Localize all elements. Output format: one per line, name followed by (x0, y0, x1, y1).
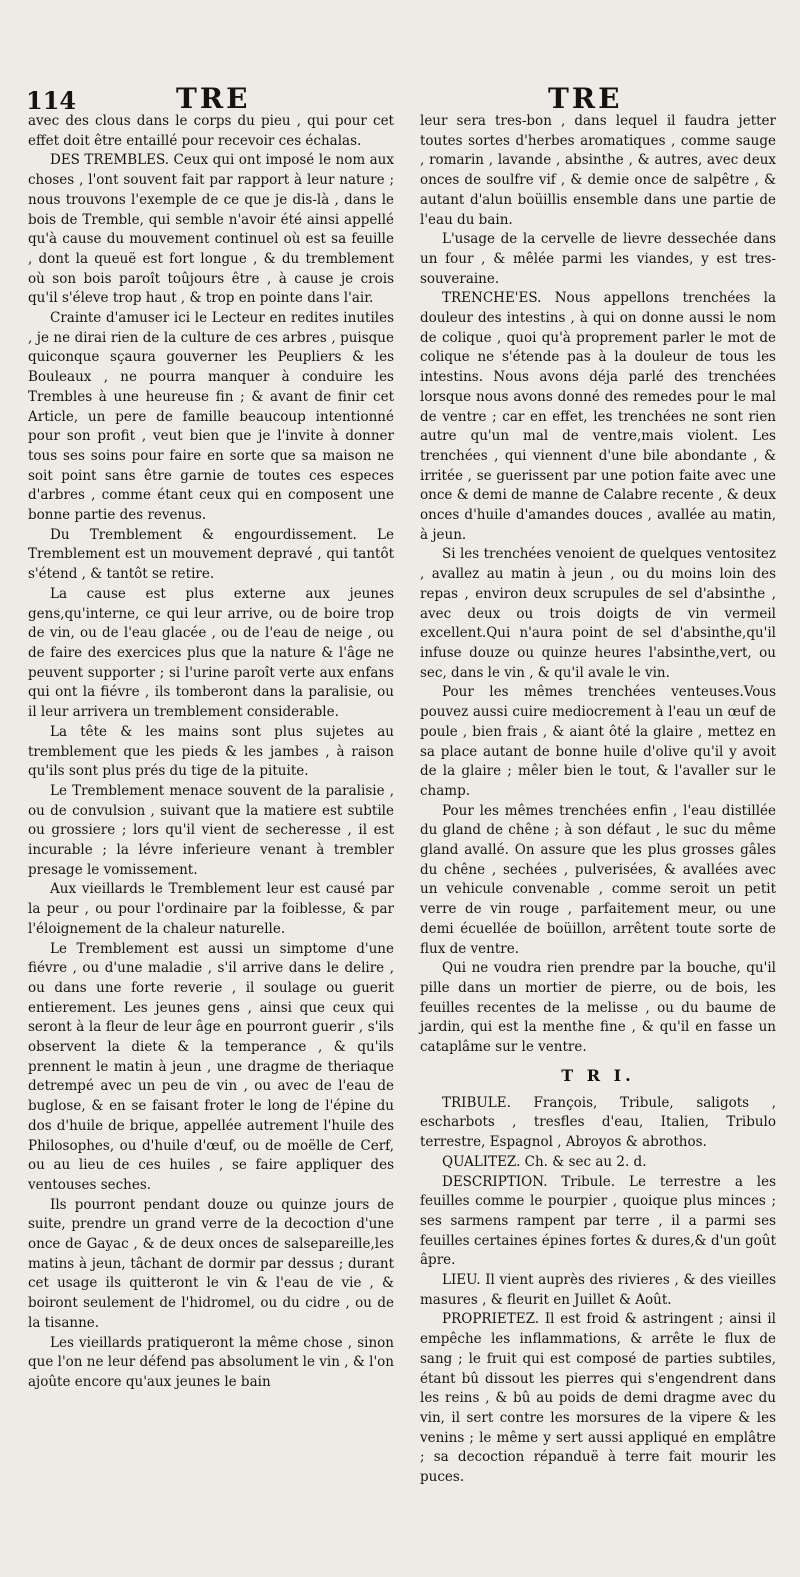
paragraph: avec des clous dans le corps du pieu , qui pour cet effet doit être entaillé pour recevoir ces échalas. (28, 113, 394, 149)
section-heading: T R I. (561, 1065, 635, 1085)
paragraph: Crainte d'amuser ici le Lecteur en redites inutiles , je ne dirai rien de la culture de ces arbres , puisque quiconque sçaura gouverner les Peupliers & les Bouleaux , ne pourra manquer à conduire les Trembles à une heureuse fin ; & avant de finir cet Article, un pere de famille beaucoup intentionné pour son profit , veut bien que je l'invite à donner tous ses soins pour faire en sorte que sa maison ne soit point sans être garnie de toutes ces especes d'arbres , comme étant ceux qui en composent une bonne partie des revenus. (28, 310, 394, 524)
paragraph: Qui ne voudra rien prendre par la bouche, qu'il pille dans un mortier de pierre, ou de bois, les feuilles recentes de la melisse , ou du baume de jardin, qui est la menthe fine , & qu'il en fasse un cataplâme sur le ventre. (420, 960, 776, 1056)
paragraph: La cause est plus externe aux jeunes gens,qu'interne, ce qui leur arrive, ou de boire trop de vin, ou de l'eau glacée , ou de l'eau de neige , ou de faire des exercices plus que la nature & l'âge ne peuvent supporter ; si l'urine paroît verte aux enfans qui ont la fiévre , ils tomberont dans la paralisie, ou il leur arrivera un tremblement considerable. (28, 585, 394, 721)
paragraph: L'usage de la cervelle de lievre dessechée dans un four , & mêlée parmi les viandes, y est tres-souveraine. (420, 231, 776, 287)
paragraph: leur sera tres-bon , dans lequel il faudra jetter toutes sortes d'herbes aromatiques , comme sauge , romarin , lavande , absinthe , & autres, avec deux onces de soulfre vif , & demie once de salpêtre , & autant d'alun boüillis ensemble dans une partie de l'eau du bain. (420, 113, 776, 228)
paragraph: Les vieillards pratiqueront la même chose , sinon que l'on ne leur défend pas absolument le vin , & l'on ajoûte encore qu'aux jeunes le bain (28, 1334, 394, 1390)
paragraph: DES TREMBLES. Ceux qui ont imposé le nom aux choses , l'ont souvent fait par rapport à leur nature ; nous trouvons l'exemple de ce que je dis-là , dans le bois de Tremble, qui semble n'avoir été ainsi appellé qu'à cause du mouvement continuel où est sa feuille , dont la queuë est fort longue , & du tremblement où son bois paroît toûjours être , à cause je crois qu'il s'éleve trop haut , & trop en pointe dans l'air. (28, 152, 394, 307)
paragraph: Si les trenchées venoient de quelques ventositez , avallez au matin à jeun , ou du moins loin des repas , environ deux scrupules de sel d'absinthe , avec deux ou trois doigts de vin vermeil excellent.Qui n'aura point de sel d'absinthe,qu'il infuse douze ou quinze heures l'absinthe,vert, ou sec, dans le vin , & qu'il avale le vin. (420, 546, 776, 681)
paragraph: Ils pourront pendant douze ou quinze jours de suite, prendre un grand verre de la decoction d'une once de Gayac , & de deux onces de salsepareille,les matins à jeun, tâchant de dormir par dessus ; durant cet usage ils quitteront le vin & l'eau de vie , & boiront seulement de l'hidromel, ou du cidre , ou de la tisanne. (28, 1196, 394, 1331)
paragraph: Pour les mêmes trenchées venteuses.Vous pouvez aussi cuire mediocrement à l'eau un œuf de poule , bien frais , & aiant ôté la glaire , mettez en sa place autant de bonne huile d'olive qu'il y avoit de la glaire ; mêler bien le tout, & l'avaller sur le champ. (420, 684, 776, 799)
paragraph: QUALITEZ. Ch. & sec au 2. d. (442, 1153, 647, 1170)
page-number: 114 (26, 86, 77, 115)
paragraph: Du Tremblement & engourdissement. Le Tremblement est un mouvement depravé , qui tantôt s'étend , & tantôt se retire. (28, 526, 394, 583)
paragraph: TRENCHE'ES. Nous appellons trenchées la douleur des intestins , à qui on donne aussi le nom de colique , quoi qu'à proprement parler le mot de colique ne s'étende pas à la douleur de tous les intestins. Nous avons déja parlé des trenchées lorsque nous avons donné des remedes pour le mal de ventre ; car en effet, les trenchées ne sont rien autre qu'un mal de ventre,mais violent. Les trenchées , qui viennent d'une bile abondante , & irritée , se guerissent par une potion faite avec une once & demi de manne de Calabre recente , & deux onces d'huile d'amandes douces , avallée au matin, à jeun. (420, 290, 776, 543)
paragraph: La tête & les mains sont plus sujetes au tremblement que les pieds & les jambes , à raison qu'ils sont plus prés du tige de la pituite. (28, 723, 394, 780)
right-column (420, 112, 776, 1488)
paragraph: Pour les mêmes trenchées enfin , l'eau distillée du gland de chêne ; à son défaut , le suc du même gland avallé. On assure que les plus grosses gâles du chêne , sechées , pulverisées, & avallées avec un vehicule convenable , comme seroit un petit verre de vin rouge , parfaitement meur, ou une demi écuellée de boüillon, arrêtent toute sorte de flux de ventre. (420, 802, 776, 957)
running-head-right: TRE (548, 82, 623, 115)
paragraph: LIEU. Il vient auprès des rivieres , & des vieilles masures , & fleurit en Juillet & Août. (420, 1272, 776, 1308)
paragraph: Le Tremblement est aussi un simptome d'une fiévre , ou d'une maladie , s'il arrive dans le delire , ou dans une forte reverie , il soulage ou guerit entierement. Les jeunes gens , ainsi que ceux qui seront à la fleur de leur âge en pourront guerir , s'ils observent la diete & la temperance , & qu'ils prennent le matin à jeun , une dragme de theriaque detrempé avec un peu de vin , ou avec de l'eau de buglose, & en se faisant froter le long de l'épine du dos d'huile de brique, appellée autrement l'huile des Philosophes, ou d'huile d'œuf, ou de moëlle de Cerf, ou au lieu de ces huiles , se faire appliquer des ventouses seches. (28, 940, 394, 1193)
paragraph: Le Tremblement menace souvent de la paralisie , ou de convulsion , suivant que la matiere est subtile ou grossiere ; lors qu'il vient de secheresse , il est incurable ; la lévre inferieure venant à trembler presage le vomissement. (28, 782, 394, 878)
running-head-left: TRE (176, 82, 251, 115)
paragraph: PROPRIETEZ. Il est froid & astringent ; ainsi il empêche les inflammations, & arrête le flux de sang ; le fruit qui est composé de parties subtiles, étant bû dissout les pierres qui s'engendrent dans les reins , & bû au poids de demi dragme avec du vin, il sert contre les morsures de la vipere & les venins ; le même y sert aussi appliqué en emplâtre ; sa decoction répanduë à terre fait mourir les puces. (420, 1311, 776, 1486)
paragraph: Aux vieillards le Tremblement leur est causé par la peur , ou pour l'ordinaire par la foiblesse, & par l'éloignement de la chaleur naturelle. (28, 881, 394, 937)
paragraph: DESCRIPTION. Tribule. Le terrestre a les feuilles comme le pourpier , quoique plus minces ; ses sarmens rampent par terre , il a parmi ses feuilles certaines épines fortes & dures,& d'un goût âpre. (420, 1173, 776, 1269)
paragraph: TRIBULE. François, Tribule, saligots , escharbots , tresfles d'eau, Italien, Tribulo terrestre, Espagnol , Abroyos & abrothos. (420, 1094, 776, 1151)
left-column (28, 112, 394, 1393)
